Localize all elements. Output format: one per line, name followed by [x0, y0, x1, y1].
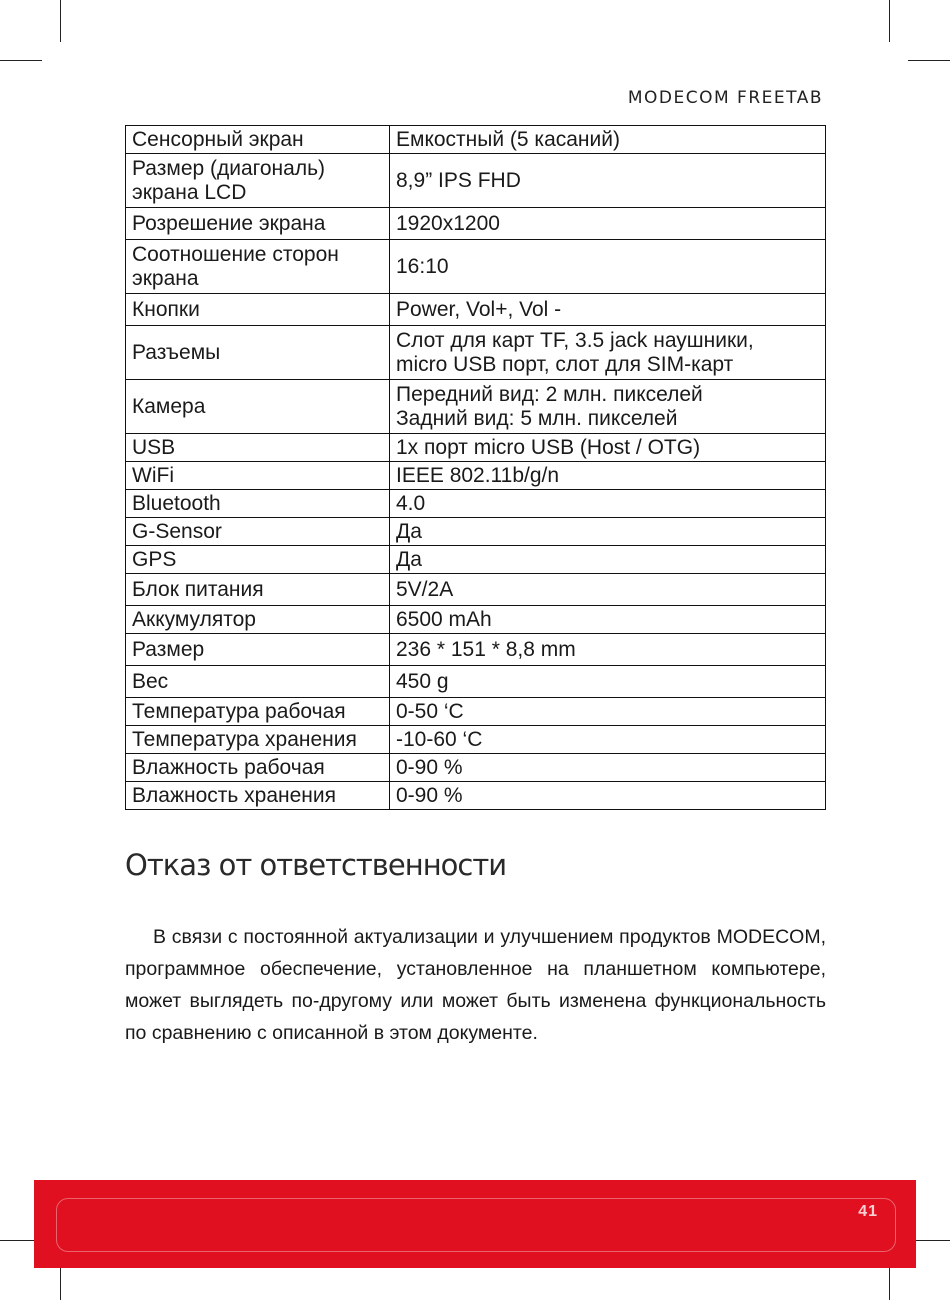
- spec-value: Да: [390, 518, 826, 546]
- spec-key: Вес: [126, 666, 390, 698]
- spec-key: Размер (диагональ) экрана LCD: [126, 154, 390, 208]
- footer-frame: [56, 1198, 896, 1252]
- table-row: [126, 754, 826, 782]
- spec-value: -10-60 ‘C: [390, 726, 826, 754]
- spec-value: 1920x1200: [390, 208, 826, 240]
- table-row: [126, 462, 826, 490]
- spec-key: Разъемы: [126, 326, 390, 380]
- spec-value: 6500 mAh: [390, 606, 826, 634]
- spec-value: Power, Vol+, Vol -: [390, 294, 826, 326]
- table-row: [126, 606, 826, 634]
- spec-key: Розрешение экрана: [126, 208, 390, 240]
- spec-value: 16:10: [390, 240, 826, 294]
- spec-key: Аккумулятор: [126, 606, 390, 634]
- spec-key: Температура хранения: [126, 726, 390, 754]
- spec-key: Кнопки: [126, 294, 390, 326]
- table-row: [126, 126, 826, 154]
- spec-value: 8,9” IPS FHD: [390, 154, 826, 208]
- spec-key: Температура рабочая: [126, 698, 390, 726]
- spec-key: Влажность хранения: [126, 782, 390, 810]
- spec-value: 1x порт micro USB (Host / OTG): [390, 434, 826, 462]
- table-row: [126, 434, 826, 462]
- page-number: 41: [858, 1203, 878, 1220]
- spec-value: Да: [390, 546, 826, 574]
- table-row: [126, 698, 826, 726]
- spec-value: 4.0: [390, 490, 826, 518]
- spec-value: Слот для карт TF, 3.5 jack наушники, micro USB порт, слот для SIM-карт: [390, 326, 826, 380]
- table-row: [126, 380, 826, 434]
- spec-key: Блок питания: [126, 574, 390, 606]
- spec-key: Сенсорный экран: [126, 126, 390, 154]
- spec-value: IEEE 802.11b/g/n: [390, 462, 826, 490]
- crop-mark: [0, 60, 42, 61]
- spec-key: Влажность рабочая: [126, 754, 390, 782]
- crop-mark: [60, 0, 61, 42]
- spec-value: 0-50 ‘C: [390, 698, 826, 726]
- table-row: [126, 208, 826, 240]
- spec-value: Емкостный (5 касаний): [390, 126, 826, 154]
- crop-mark: [908, 60, 950, 61]
- spec-key: GPS: [126, 546, 390, 574]
- spec-key: USB: [126, 434, 390, 462]
- table-row: [126, 666, 826, 698]
- header-brand: MODECOM FREETAB: [627, 88, 823, 108]
- spec-value: 5V/2A: [390, 574, 826, 606]
- table-row: [126, 634, 826, 666]
- table-row: [126, 294, 826, 326]
- specs-table: [125, 125, 826, 810]
- spec-key: G-Sensor: [126, 518, 390, 546]
- table-row: [126, 546, 826, 574]
- spec-value: 0-90 %: [390, 782, 826, 810]
- table-row: [126, 574, 826, 606]
- spec-key: WiFi: [126, 462, 390, 490]
- table-row: [126, 154, 826, 208]
- table-row: [126, 326, 826, 380]
- spec-key: Камера: [126, 380, 390, 434]
- table-row: [126, 518, 826, 546]
- spec-key: Соотношение сторон экрана: [126, 240, 390, 294]
- spec-value: 0-90 %: [390, 754, 826, 782]
- disclaimer-text: В связи с постоянной актуализации и улучшением продуктов MODECOM, программное обеспечение, установленное на планшетном компьютере, может выглядеть по-другому или может быть изменена функциональность по сравнению с описанной в этом документе.: [125, 926, 826, 1044]
- spec-value: Передний вид: 2 млн. пикселей Задний вид: 5 млн. пикселей: [390, 380, 826, 434]
- spec-key: Размер: [126, 634, 390, 666]
- table-row: [126, 240, 826, 294]
- table-row: [126, 726, 826, 754]
- spec-value: 236 * 151 * 8,8 mm: [390, 634, 826, 666]
- disclaimer-title: Отказ от ответственности: [125, 848, 507, 882]
- crop-mark: [889, 0, 890, 42]
- spec-key: Bluetooth: [126, 490, 390, 518]
- table-row: [126, 490, 826, 518]
- spec-value: 450 g: [390, 666, 826, 698]
- table-row: [126, 782, 826, 810]
